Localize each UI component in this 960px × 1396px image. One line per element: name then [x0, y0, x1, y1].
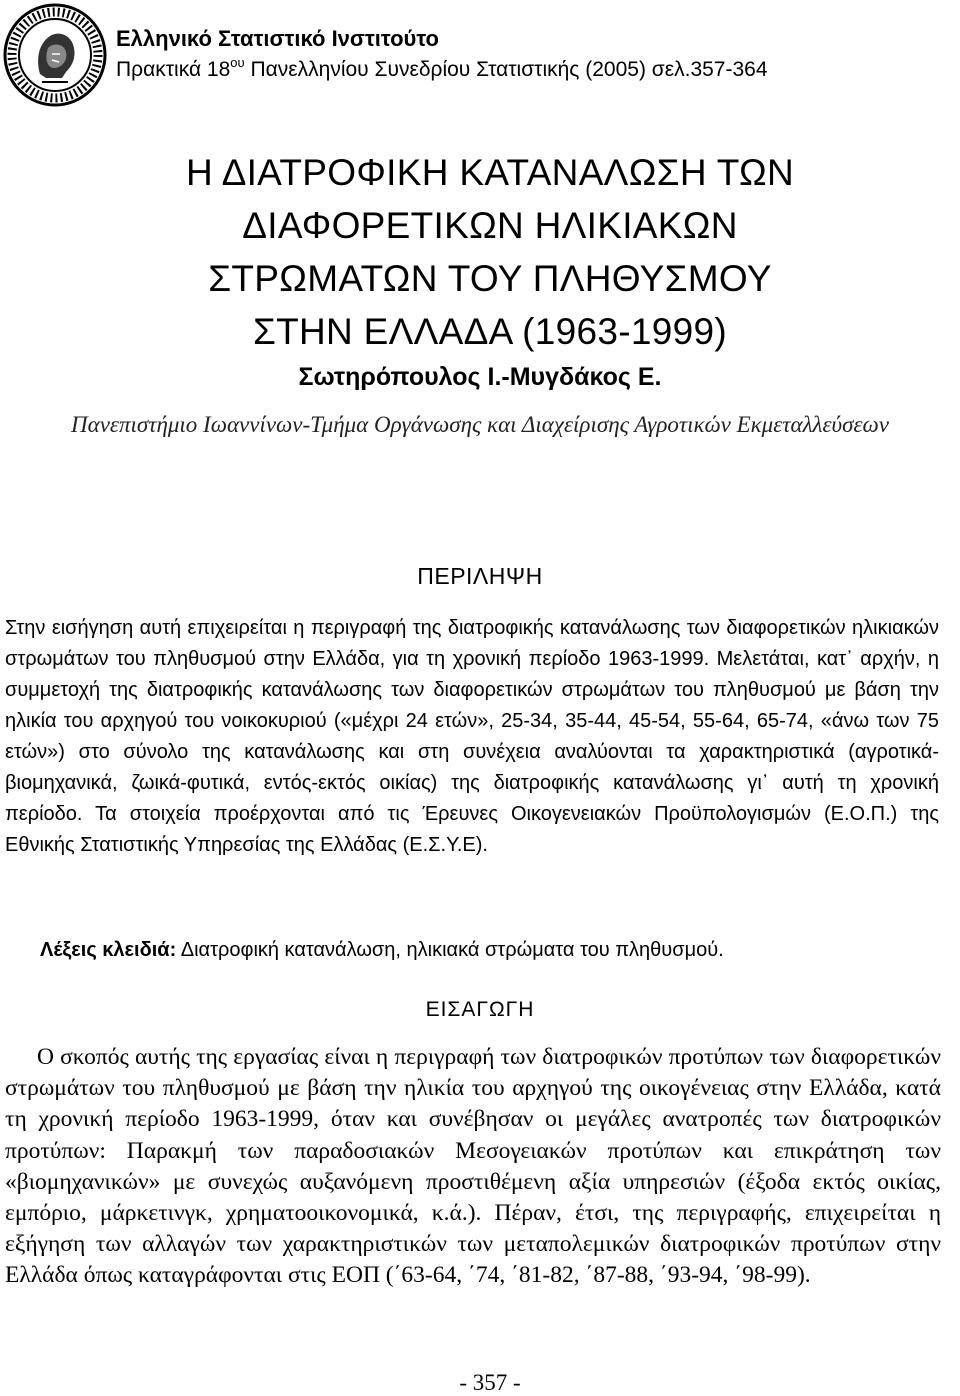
affiliation: Πανεπιστήμιο Ιωαννίνων-Τμήμα Οργάνωσης και Διαχείρισης Αγροτικών Εκμεταλλεύσεων: [71, 412, 889, 437]
proceedings-prefix: Πρακτικά 18: [116, 58, 231, 81]
abstract-heading: ΠΕΡΙΛΗΨΗ: [417, 563, 543, 589]
title-line-2: ΔΙΑΦΟΡΕΤΙΚΩΝ ΗΛΙΚΙΑΚΩΝ: [242, 205, 738, 246]
proceedings-superscript: ου: [230, 55, 245, 70]
proceedings-suffix: Πανελληνίου Συνεδρίου Στατιστικής (2005) σελ.357-364: [244, 58, 768, 81]
institute-seal-icon: [2, 2, 108, 108]
proceedings-citation: [116, 57, 768, 83]
introduction-text: Ο σκοπός αυτής της εργασίας είναι η περιγραφή των διατροφικών προτύπων των διαφορετικών στρωμάτων του πληθυσμού με βάση την ηλικία του αρχηγού της οικογένειας στην Ελλάδα, κατά τη χρονική περίοδο 1963-1999, όταν και συνέβησαν οι μεγάλες ανατροπές των διατροφικών προτύπων: Παρακμή των παραδοσιακών Μεσογειακών προτύπων και επικράτηση των «βιομηχανικών» με συνεχώς αυξανόμενη προστιθέμενη αξία υπηρεσιών (έξοδα εκτός οικίας, εμπόριο, μάρκετινγκ, χρηματοοικονομικά, κ.ά.). Πέραν, έτσι, της περιγραφής, επιχειρείται η εξήγηση των αλλαγών των χαρακτηριστικών των μεταπολεμικών διατροφικών προτύπων στην Ελλάδα όπως καταγράφονται στις ΕΟΠ (΄63-64, ΄74, ΄81-82, ΄87-88, ΄93-94, ΄98-99).: [5, 1044, 941, 1289]
page-number: - 357 -: [459, 1370, 521, 1395]
authors: Σωτηρόπουλος Ι.-Μυγδάκος Ε.: [298, 363, 662, 391]
title-line-1: Η ΔΙΑΤΡΟΦΙΚΗ ΚΑΤΑΝΑΛΩΣΗ ΤΩΝ: [186, 152, 794, 193]
title-line-3: ΣΤΡΩΜΑΤΩΝ ΤΟΥ ΠΛΗΘΥΣΜΟΥ: [208, 258, 772, 299]
introduction-heading: ΕΙΣΑΓΩΓΗ: [425, 998, 535, 1021]
institute-name: Ελληνικό Στατιστικό Ινστιτούτο: [116, 26, 439, 51]
paper-title: [0, 146, 960, 358]
keywords-label: Λέξεις κλειδιά:: [40, 939, 177, 961]
keywords: [40, 936, 940, 964]
keywords-text: Διατροφική κατανάλωση, ηλικιακά στρώματα του πληθυσμού.: [176, 939, 724, 961]
title-line-4: ΣΤΗΝ ΕΛΛΑΔΑ (1963-1999): [252, 311, 728, 352]
abstract-text: Στην εισήγηση αυτή επιχειρείται η περιγραφή της διατροφικής κατανάλωσης των διαφορετικών ηλικιακών στρωμάτων του πληθυσμού στην Ελλάδα, για τη χρονική περίοδο 1963-1999. Μελετάται, κατ᾽ αρχήν, η συμμετοχή της διατροφικής κατανάλωσης των διαφορετικών στρωμάτων του πληθυσμού με βάση την ηλικία του αρχηγού του νοικοκυριού («μέχρι 24 ετών», 25-34, 35-44, 45-54, 55-64, 65-74, «άνω των 75 ετών») στο σύνολο της κατανάλωσης και στη συνέχεια αναλύονται τα χαρακτηριστικά (αγροτικά-βιομηχανικά, ζωικά-φυτικά, εντός-εκτός οικίας) της διατροφικής κατανάλωσης γι᾽ αυτή τη χρονική περίοδο. Τα στοιχεία προέρχονται από τις Έρευνες Οικογενειακών Προϋπολογισμών (Ε.Ο.Π.) της Εθνικής Στατιστικής Υπηρεσίας της Ελλάδας (Ε.Σ.Υ.Ε).: [5, 617, 939, 856]
